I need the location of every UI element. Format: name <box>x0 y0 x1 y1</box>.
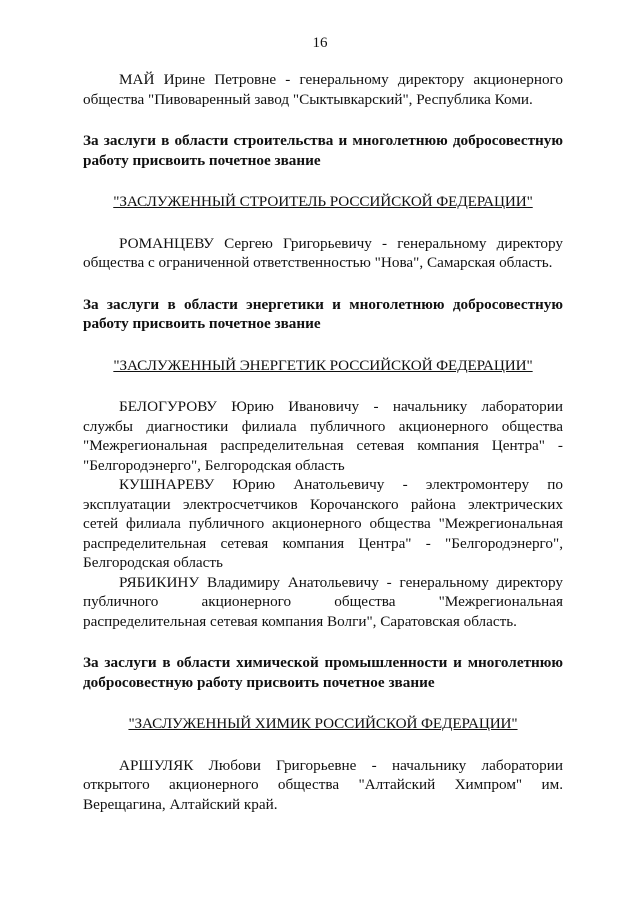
award-statement-energy: За заслуги в области энергетики и многолетнюю добросовестную работу присвоить почетное звание <box>83 295 563 332</box>
person-entry-arshulyak: АРШУЛЯК Любови Григорьевне - начальнику лаборатории открытого акционерного общества "Алтайский Химпром" им. Верещагина, Алтайский край. <box>83 756 563 813</box>
person-entry-kushnarev: КУШНАРЕВУ Юрию Анатольевичу - электромонтеру по эксплуатации электросчетчиков Корочанского района электрических сетей филиала публичного акционерного общества "Межрегиональная распределительная сетевая компания Центра" - "Белгородэнерго", Белгородская область <box>83 476 563 571</box>
person-entry-mai: МАЙ Ирине Петровне - генеральному директору акционерного общества "Пивоваренный завод "Сыктывкарский", Республика Коми. <box>83 71 563 108</box>
award-statement-construction: За заслуги в области строительства и многолетнюю добросовестную работу присвоить почетное звание <box>83 132 563 169</box>
honorary-title-energy: "ЗАСЛУЖЕННЫЙ ЭНЕРГЕТИК РОССИЙСКОЙ ФЕДЕРАЦИИ" <box>113 356 533 374</box>
page-number: 16 <box>312 35 328 51</box>
document-body <box>83 70 563 814</box>
person-entry-ryabikin: РЯБИКИНУ Владимиру Анатольевичу - генеральному директору публичного акционерного общества "Межрегиональная распределительная сетевая компания Волги", Саратовская область. <box>83 573 563 630</box>
award-statement-chemistry: За заслуги в области химической промышленности и многолетнюю добросовестную работу присвоить почетное звание <box>83 654 563 691</box>
person-entry-romantsev: РОМАНЦЕВУ Сергею Григорьевичу - генеральному директору общества с ограниченной ответственностью "Нова", Самарская область. <box>83 234 563 271</box>
honorary-title-chemist: "ЗАСЛУЖЕННЫЙ ХИМИК РОССИЙСКОЙ ФЕДЕРАЦИИ" <box>128 715 518 732</box>
honorary-title-builder: "ЗАСЛУЖЕННЫЙ СТРОИТЕЛЬ РОССИЙСКОЙ ФЕДЕРАЦИИ" <box>113 193 533 210</box>
person-entry-belogurov: БЕЛОГУРОВУ Юрию Ивановичу - начальнику лаборатории службы диагностики филиала публичного акционерного общества "Межрегиональная распределительная сетевая компания Центра" - "Белгородэнерго", Белгородская область <box>83 398 563 474</box>
